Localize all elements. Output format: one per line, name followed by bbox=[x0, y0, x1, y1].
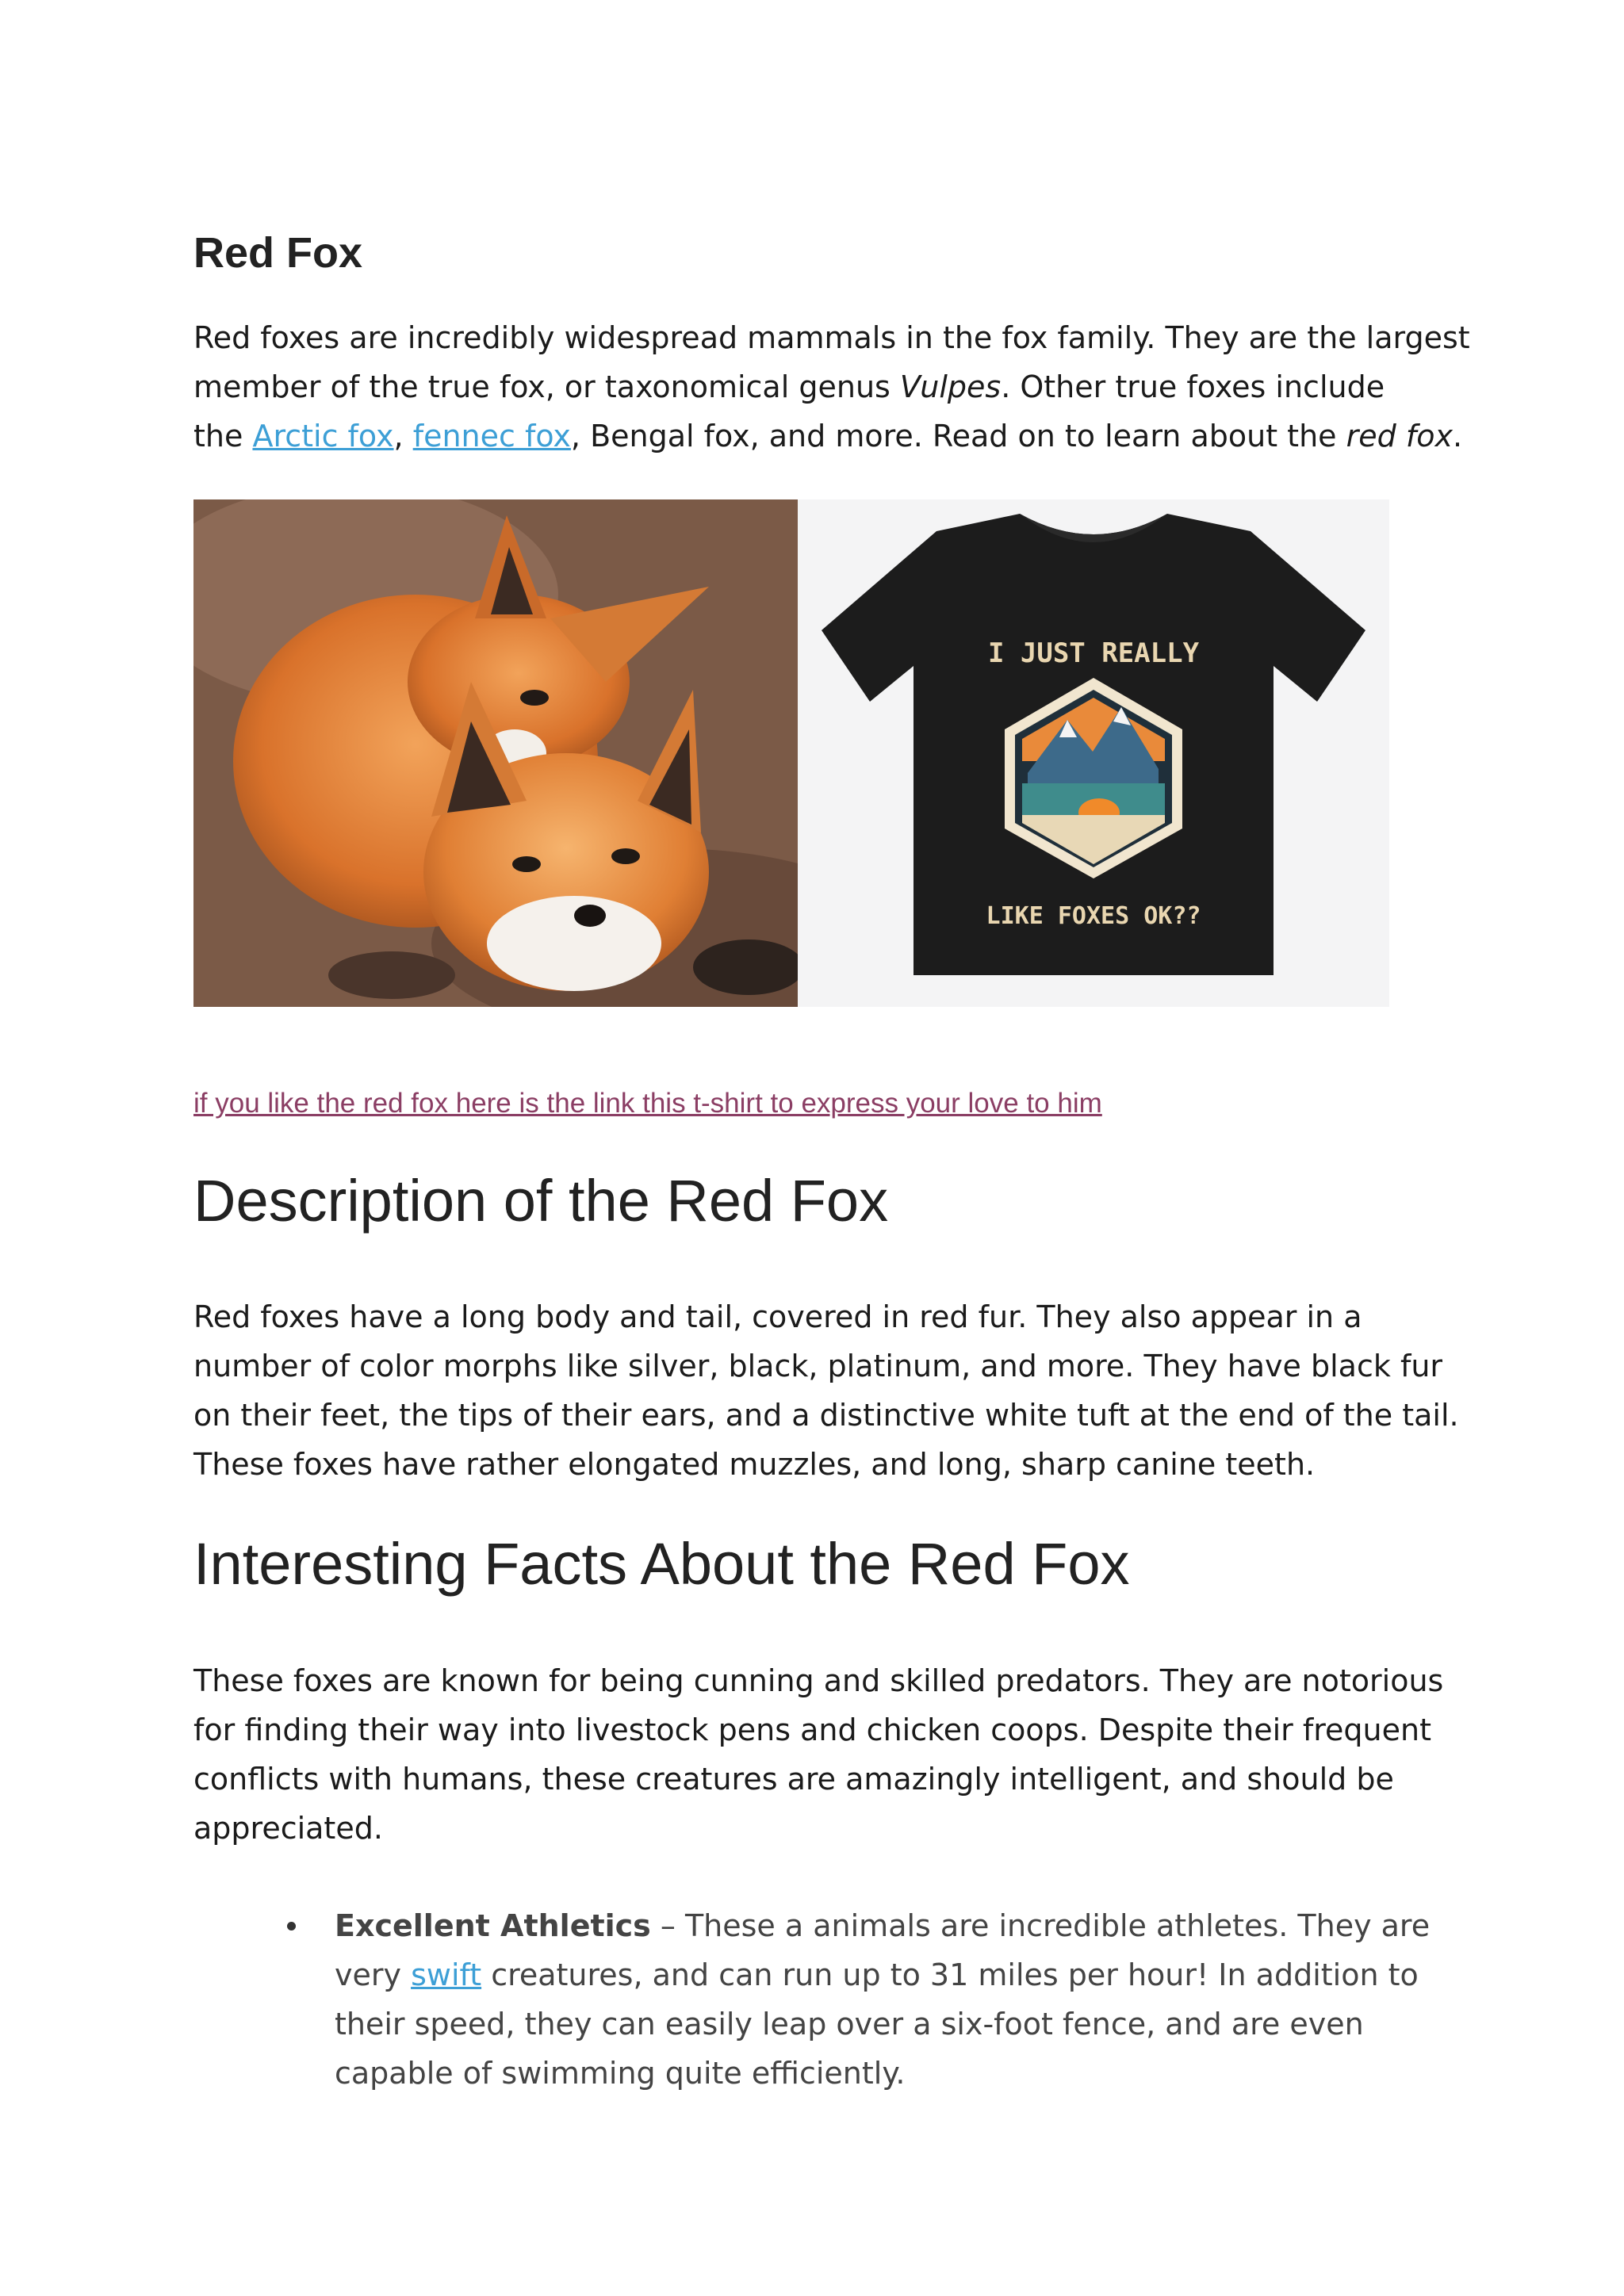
tshirt-promo-link[interactable]: if you like the red fox here is the link this t-shirt to express your love to him bbox=[193, 1088, 1102, 1119]
list-item bbox=[335, 1901, 1430, 2098]
page-title: Red Fox bbox=[193, 229, 363, 277]
bullet-text: – These a animals are incredible athletes. They are bbox=[650, 1908, 1431, 1943]
arctic-fox-link[interactable]: Arctic fox bbox=[252, 419, 394, 453]
fennec-fox-link[interactable]: fennec fox bbox=[412, 419, 571, 453]
description-line: on their feet, the tips of their ears, and a distinctive white tuft at the end of the tail. bbox=[193, 1398, 1459, 1433]
genus-name: Vulpes bbox=[899, 369, 1002, 404]
facts-line: These foxes are known for being cunning and skilled predators. They are notorious bbox=[193, 1663, 1444, 1698]
tshirt-bottom-text: LIKE FOXES OK?? bbox=[986, 902, 1201, 930]
bullet-line bbox=[335, 1901, 1430, 1950]
facts-line: for finding their way into livestock pens and chicken coops. Despite their frequent bbox=[193, 1712, 1431, 1747]
intro-line-3 bbox=[193, 411, 1470, 461]
red-fox-emphasis: red fox bbox=[1346, 419, 1453, 453]
intro-text: , Bengal fox, and more. Read on to learn about the bbox=[570, 419, 1346, 453]
intro-line-2 bbox=[193, 362, 1470, 411]
bullet-icon bbox=[287, 1922, 296, 1931]
facts-paragraph bbox=[193, 1656, 1443, 1853]
intro-text: the bbox=[193, 419, 253, 453]
description-line: number of color morphs like silver, black, platinum, and more. They have black fur bbox=[193, 1349, 1443, 1383]
bullet-line: capable of swimming quite efficiently. bbox=[335, 2056, 906, 2091]
description-heading: Description of the Red Fox bbox=[193, 1168, 889, 1234]
facts-list bbox=[335, 1901, 1430, 2098]
description-line: These foxes have rather elongated muzzles, and long, sharp canine teeth. bbox=[193, 1447, 1316, 1482]
swift-link[interactable]: swift bbox=[411, 1957, 482, 1992]
tshirt-product-image[interactable] bbox=[798, 499, 1389, 1007]
facts-line: conflicts with humans, these creatures are amazingly intelligent, and should be bbox=[193, 1762, 1394, 1797]
facts-heading: Interesting Facts About the Red Fox bbox=[193, 1531, 1130, 1597]
intro-text: . Other true foxes include bbox=[1001, 369, 1385, 404]
bullet-text: creatures, and can run up to 31 miles per hour! In addition to bbox=[481, 1957, 1419, 1992]
red-fox-illustration bbox=[193, 499, 798, 1007]
red-fox-photo bbox=[193, 499, 798, 1007]
description-line: Red foxes have a long body and tail, covered in red fur. They also appear in a bbox=[193, 1299, 1362, 1334]
intro-text: . bbox=[1452, 419, 1463, 453]
tshirt-icon bbox=[798, 499, 1389, 1007]
tshirt-top-text: I JUST REALLY bbox=[987, 637, 1200, 669]
bullet-line bbox=[335, 1950, 1430, 1999]
image-row bbox=[193, 499, 1389, 1007]
intro-text: member of the true fox, or taxonomical genus bbox=[193, 369, 900, 404]
intro-line-1: Red foxes are incredibly widespread mammals in the fox family. They are the largest bbox=[193, 320, 1470, 355]
bullet-term: Excellent Athletics bbox=[335, 1908, 651, 1943]
intro-paragraph bbox=[193, 313, 1470, 461]
bullet-line: their speed, they can easily leap over a six-foot fence, and are even bbox=[335, 2007, 1364, 2042]
separator: , bbox=[393, 419, 413, 453]
description-paragraph bbox=[193, 1292, 1459, 1489]
facts-line: appreciated. bbox=[193, 1811, 383, 1846]
bullet-text: very bbox=[335, 1957, 412, 1992]
